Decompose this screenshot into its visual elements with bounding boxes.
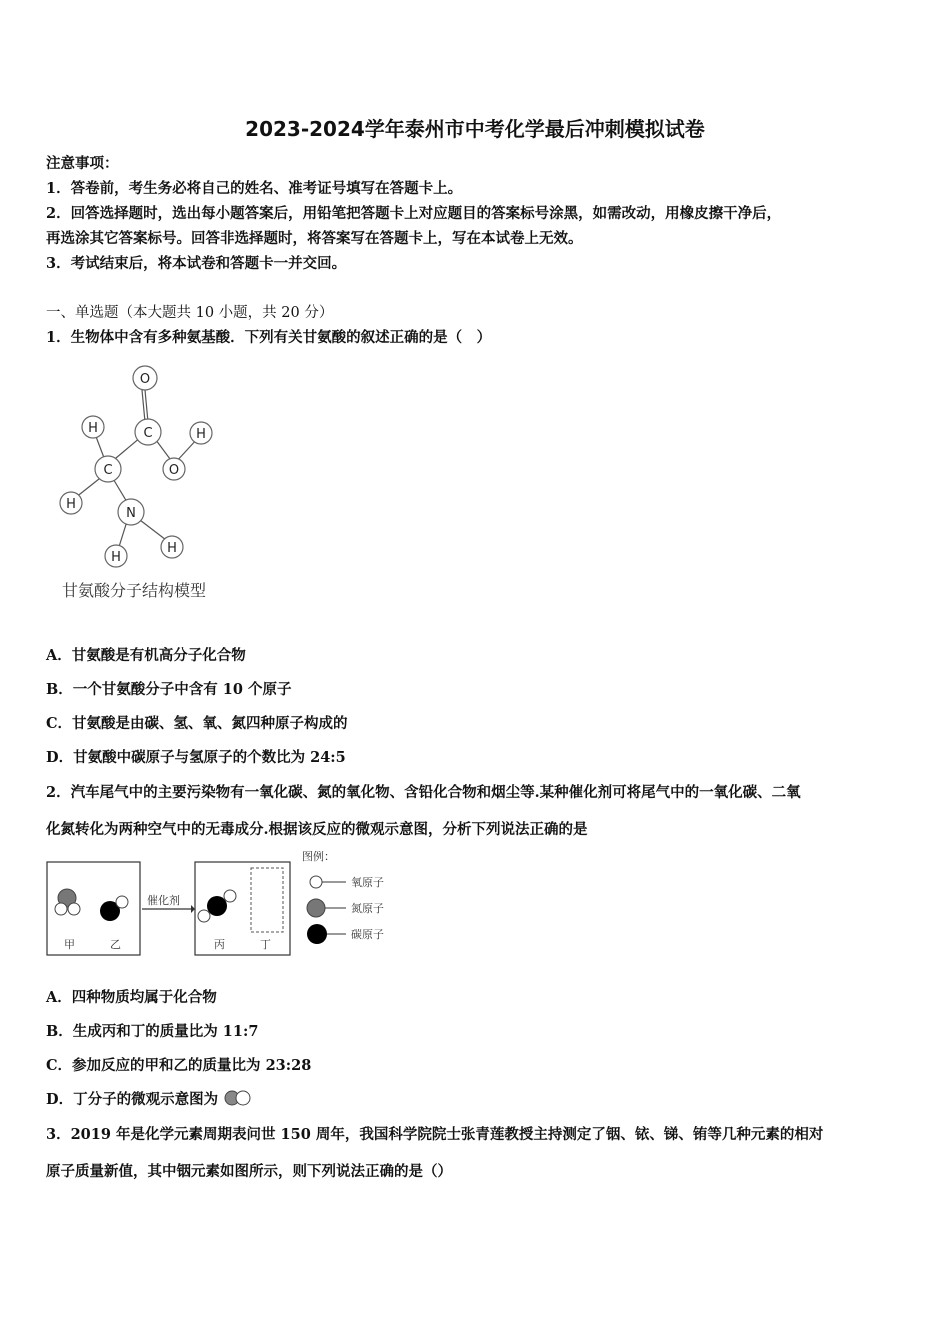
notice-item: 2．回答选择题时，选出每小题答案后，用铅笔把答题卡上对应题目的答案标号涂黑，如需改动，用橡皮擦干净后， (46, 205, 782, 222)
legend-item: 碳原子 (351, 928, 384, 941)
option-a[interactable]: A．甘氨酸是有机高分子化合物 (46, 647, 246, 664)
substance-label: 乙 (110, 938, 121, 951)
substance-label: 丙 (214, 938, 225, 951)
atom-label: C (103, 463, 113, 478)
option-b[interactable]: B．生成丙和丁的质量比为 11:7 (46, 1023, 259, 1040)
catalyst-label: 催化剂 (147, 894, 180, 907)
notice-item: 3．考试结束后，将本试卷和答题卡一并交回。 (46, 255, 347, 272)
option-d: D．丁分子的微观示意图为 (46, 1091, 219, 1108)
legend-title: 图例： (302, 850, 335, 863)
option-d[interactable]: D．甘氨酸中碳原子与氢原子的个数比为 24:5 (46, 749, 346, 766)
substance-label: 甲 (64, 938, 75, 951)
atom-label: H (66, 497, 76, 512)
page-title: 2023-2024学年泰州市中考化学最后冲刺模拟试卷 (245, 117, 705, 141)
figure-caption: 甘氨酸分子结构模型 (62, 581, 207, 600)
atom-label: H (167, 541, 177, 556)
option-c[interactable]: C．甘氨酸是由碳、氢、氧、氮四种原子构成的 (46, 715, 348, 732)
question-3-stem: 原子质量新值，其中铟元素如图所示，则下列说法正确的是（） (46, 1163, 452, 1180)
legend-item: 氧原子 (351, 876, 384, 889)
question-2-stem: 化氮转化为两种空气中的无毒成分.根据该反应的微观示意图，分析下列说法正确的是 (46, 821, 588, 838)
notice-heading: 注意事项： (46, 155, 119, 172)
option-c[interactable]: C．参加反应的甲和乙的质量比为 23:28 (46, 1057, 312, 1074)
reaction-diagram (46, 846, 406, 961)
atom-label: H (196, 427, 206, 442)
glycine-model-figure (50, 360, 230, 605)
question-2-stem: 2．汽车尾气中的主要污染物有一氧化碳、氮的氧化物、含铅化合物和烟尘等.某种催化剂可将尾气中的一氧化碳、二氧 (46, 784, 801, 801)
option-b[interactable]: B．一个甘氨酸分子中含有 10 个原子 (46, 681, 292, 698)
atom-label: C (143, 426, 153, 441)
legend-item: 氮原子 (351, 902, 384, 915)
option-d-row[interactable] (46, 1088, 253, 1109)
section-heading: 一、单选题（本大题共 10 小题，共 20 分） (46, 305, 334, 321)
substance-label: 丁 (260, 938, 271, 951)
atom-label: H (111, 550, 121, 565)
atom-label: O (168, 463, 180, 478)
option-a[interactable]: A．四种物质均属于化合物 (46, 989, 217, 1006)
question-3-stem: 3．2019 年是化学元素周期表问世 150 周年，我国科学院院士张青莲教授主持测定了铟、铱、锑、铕等几种元素的相对 (46, 1126, 824, 1143)
atom-label: N (126, 506, 136, 521)
atom-label: O (139, 372, 151, 387)
atom-label: H (88, 421, 98, 436)
n2-molecule-icon (223, 1090, 253, 1106)
notice-item: 1．答卷前，考生务必将自己的姓名、准考证号填写在答题卡上。 (46, 180, 463, 197)
notice-item: 再选涂其它答案标号。回答非选择题时，将答案写在答题卡上，写在本试卷上无效。 (46, 230, 583, 247)
question-1-stem: 1．生物体中含有多种氨基酸．下列有关甘氨酸的叙述正确的是（ ） (46, 329, 492, 346)
